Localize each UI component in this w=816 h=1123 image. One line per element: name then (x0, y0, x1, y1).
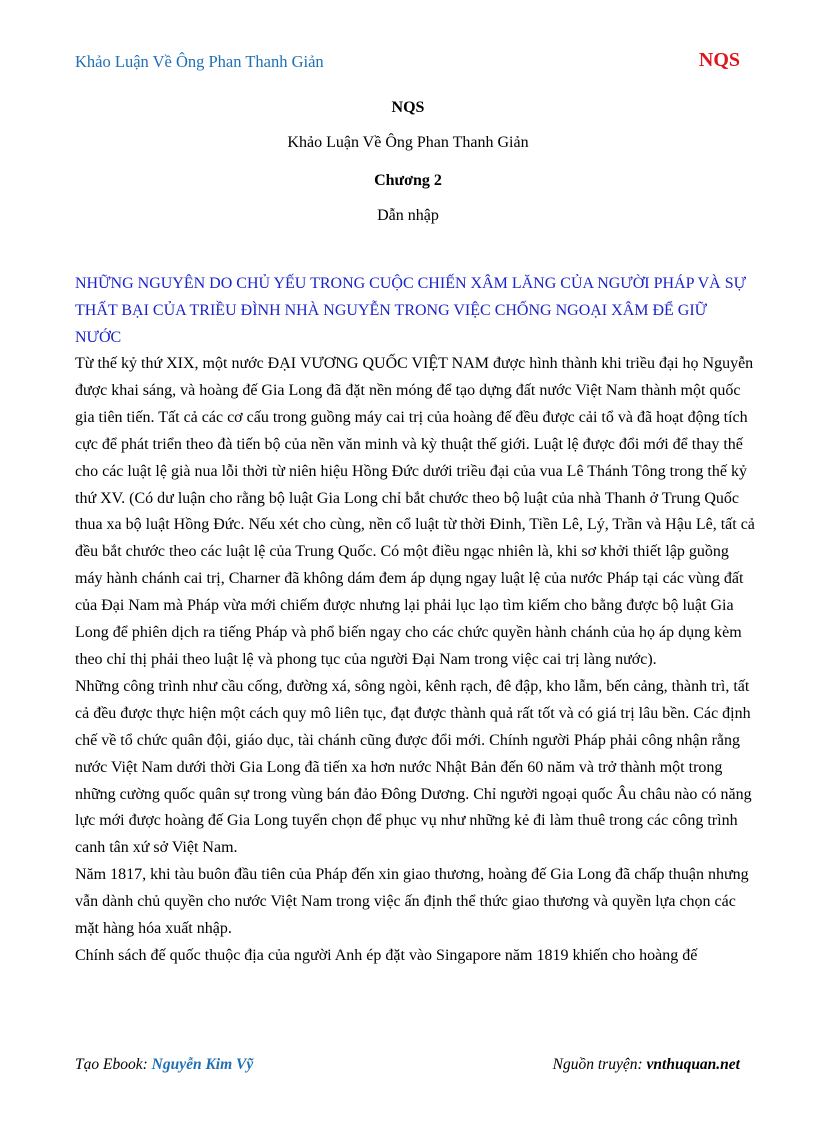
section-title: Dẫn nhập (377, 207, 439, 224)
footer-ebook-credit (75, 1056, 253, 1074)
running-header-author: NQS (698, 49, 740, 71)
book-title: Khảo Luận Về Ông Phan Thanh Giản (287, 134, 529, 151)
paragraph: Từ thế kỷ thứ XIX, một nước ĐẠI VƯƠNG QUỐC VIỆT NAM được hình thành khi triều đại họ Nguyễn được khai sáng, và hoàng đế Gia Long đã đặt nền móng để tạo dựng đất nước Việt Nam thành một quốc gia tiên tiến. Tất cả các cơ cấu trong guồng máy cai trị của hoàng đế đều được cải tổ và đã hoạt động tích cực để phát triển theo đà tiến bộ của nền văn minh và kỳ thuật thế giới. Luật lệ được đổi mới để thay thế cho các luật lệ già nua lỗi thời từ niên hiệu Hồng Đức dưới triều đại của vua Lê Thánh Tông trong thế kỷ thứ XV. (Có dư luận cho rằng bộ luật Gia Long chỉ bắt chước theo bộ luật của nhà Thanh ở Trung Quốc thua xa bộ luật Hồng Đức. Nếu xét cho cùng, nền cổ luật từ thời Đinh, Tiền Lê, Lý, Trần và Hậu Lê, tất cả đều bắt chước theo các luật lệ của Trung Quốc. Có một điều ngạc nhiên là, khi sơ khởi thiết lập guồng máy hành chánh cai trị, Charner đã không dám đem áp dụng ngay luật lệ của nước Pháp tại các vùng đất của Đại Nam mà Pháp vừa mới chiếm được nhưng lại phải lục lạo tìm kiếm cho bằng được bộ luật Gia Long để phiên dịch ra tiếng Pháp và phổ biến ngay cho các chức quyền hành chánh của họ áp dụng kèm theo chỉ thị phải theo luật lệ và phong tục của người Đại Nam trong việc cai trị làng nước). (75, 355, 755, 668)
author-name: NQS (391, 99, 425, 116)
footer-source-label: Nguồn truyện (552, 1056, 638, 1073)
footer-ebook-creator: Nguyễn Kim Vỹ (151, 1056, 254, 1073)
footer-source-site[interactable]: vnthuquan.net (646, 1056, 740, 1073)
paragraph: Chính sách đế quốc thuộc địa của người Anh ép đặt vào Singapore năm 1819 khiến cho hoàng đế (75, 946, 698, 964)
footer-source-credit (553, 1056, 740, 1074)
chapter-title: Chương 2 (374, 172, 442, 189)
body-text (75, 351, 755, 970)
paragraph: Năm 1817, khi tàu buôn đầu tiên của Pháp đến xin giao thương, hoàng đế Gia Long đã chấp thuận nhưng vẫn dành chủ quyền cho nước Việt Nam trong việc ấn định thể thức giao thương và quyền lựa chọn các mặt hàng hóa xuất nhập. (75, 866, 749, 938)
footer-separator: : (142, 1056, 152, 1073)
running-header-title: Khảo Luận Về Ông Phan Thanh Giản (75, 52, 324, 71)
footer-ebook-label: Tạo Ebook (75, 1056, 143, 1073)
paragraph: Những công trình như cầu cống, đường xá, sông ngòi, kênh rạch, đê đập, kho lẫm, bến cảng, thành trì, tất cả đều được thực hiện một cách quy mô liên tục, đạt được thành quả rất tốt và có giá trị lâu bền. Các định chế về tổ chức quân đội, giáo dục, tài chánh cũng được đổi mới. Chính người Pháp phải công nhận rằng nước Việt Nam dưới thời Gia Long đã tiến xa hơn nước Nhật Bản đến 60 năm và trở thành một trong những cường quốc quân sự trong vùng bán đảo Đông Dương. Chỉ người ngoại quốc Âu châu nào có năng lực mới được hoàng đế Gia Long tuyển chọn để phục vụ như những kẻ đi làm thuê trong các công trình canh tân xứ sở Việt Nam. (75, 677, 752, 857)
section-heading: NHỮNG NGUYÊN DO CHỦ YẾU TRONG CUỘC CHIẾN XÂM LĂNG CỦA NGƯỜI PHÁP VÀ SỰ THẤT BẠI CỦA TRIỀU ĐÌNH NHÀ NGUYỄN TRONG VIỆC CHỐNG NGOẠI XÂM ĐỂ GIỮ NƯỚC (75, 275, 747, 346)
footer-separator: : (637, 1056, 647, 1073)
